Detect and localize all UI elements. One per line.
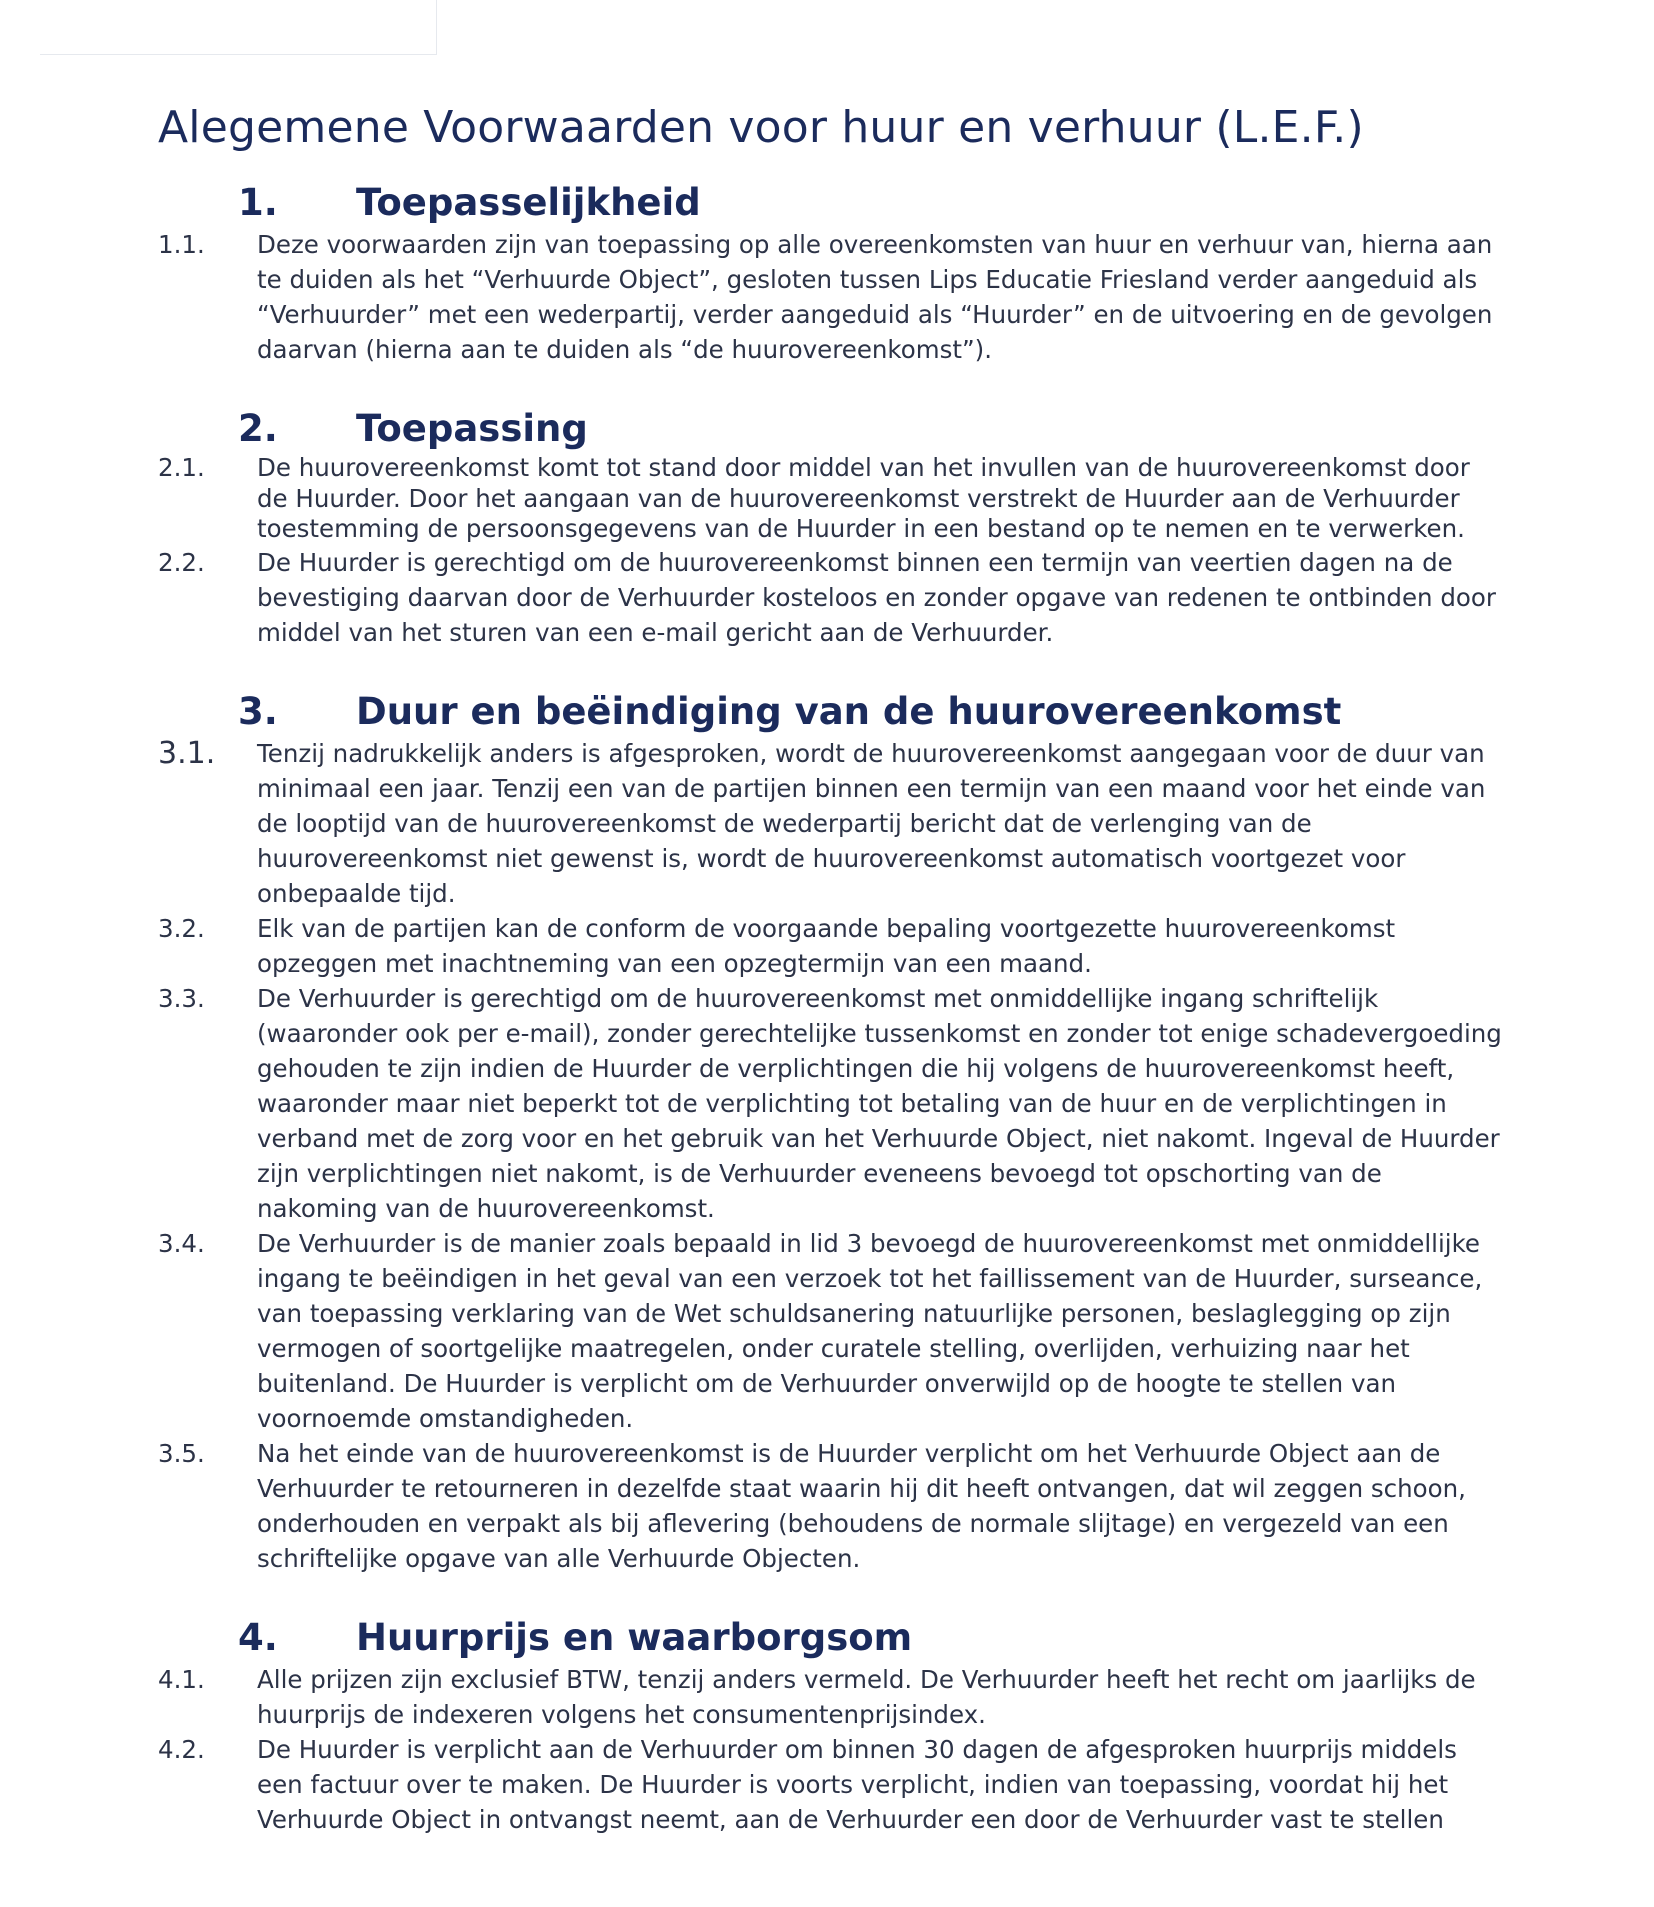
clause: [158, 981, 1504, 1226]
clause-text: Elk van de partijen kan de conform de voorgaande bepaling voortgezette huurovereenkomst opzeggen met inachtneming van een opzegtermijn van een maand.: [257, 913, 1396, 978]
section-title: Toepassing: [356, 407, 588, 451]
clause: [158, 453, 1504, 545]
section-number: 4.: [238, 1615, 278, 1659]
clause-number: 1.1.: [158, 230, 205, 260]
clause-number: 3.4.: [158, 1228, 205, 1258]
section-title: Toepasselijkheid: [356, 181, 701, 224]
clause-text: De huurovereenkomst komt tot stand door middel van het invullen van de huurovereenkomst door de Huurder. Door het aangaan van de huurovereenkomst verstrekt de Huurder aan de Verhuurder toestemming de persoonsgegevens van de Huurder in een bestand op te nemen en te verwerken.: [257, 453, 1470, 544]
section-duur-en-beeindiging: [158, 688, 1504, 1576]
clause-number: 2.1.: [158, 453, 205, 483]
section-heading: [158, 688, 1504, 736]
clause: [158, 1732, 1504, 1837]
clause-text: De Huurder is gerechtigd om de huurovereenkomst binnen een termijn van veertien dagen na de bevestiging daarvan door de Verhuurder kosteloos en zonder opgave van redenen te ontbinden door middel van het sturen van een e-mail gericht aan de Verhuurder.: [257, 547, 1496, 647]
clause-text: Alle prijzen zijn exclusief BTW, tenzij anders vermeld. De Verhuurder heeft het recht om jaarlijks de huurprijs de indexeren volgens het consumentenprijsindex.: [257, 1664, 1476, 1729]
clause-number: 3.5.: [158, 1438, 205, 1468]
section-toepasselijkheid: [158, 179, 1504, 367]
clause-text: Na het einde van de huurovereenkomst is de Huurder verplicht om het Verhuurde Object aan de Verhuurder te retourneren in dezelfde staat waarin hij dit heeft ontvangen, dat wil zeggen schoon, onderhouden en verpakt als bij aflevering (behoudens de normale slijtage) en vergezeld van een schriftelijke opgave van alle Verhuurde Objecten.: [257, 1438, 1466, 1573]
clause-number: 2.2.: [158, 547, 205, 577]
document-title: Alegemene Voorwaarden voor huur en verhuur (L.E.F.): [158, 102, 1364, 153]
section-heading: [158, 1614, 1504, 1662]
clause-number: 4.1.: [158, 1664, 205, 1694]
clause-number: 4.2.: [158, 1734, 205, 1764]
header-corner-mark: [40, 0, 437, 55]
section-title: Huurprijs en waarborgsom: [356, 1615, 913, 1659]
clause: [158, 911, 1504, 981]
clause-text: De Verhuurder is gerechtigd om de huurovereenkomst met onmiddellijke ingang schriftelijk (waaronder ook per e-mail), zonder gerechtelijke tussenkomst en zonder tot enige schadevergoeding gehouden te zijn indien de Huurder de verplichtingen die hij volgens de huurovereenkomst heeft, waaronder maar niet beperkt tot de verplichting tot betaling van de huur en de verplichtingen in verband met de zorg voor en het gebruik van het Verhuurde Object, niet nakomt. Ingeval de Huurder zijn verplichtingen niet nakomt, is de Verhuurder eveneens bevoegd tot opschorting van de nakoming van de huurovereenkomst.: [257, 983, 1502, 1223]
clause-number: 3.3.: [158, 983, 205, 1013]
section-number: 2.: [238, 407, 278, 451]
clause-text: Tenzij nadrukkelijk anders is afgesproken, wordt de huurovereenkomst aangegaan voor de duur van minimaal een jaar. Tenzij een van de partijen binnen een termijn van een maand voor het einde van de looptijd van de huurovereenkomst de wederpartij bericht dat de verlenging van de huurovereenkomst niet gewenst is, wordt de huurovereenkomst automatisch voortgezet voor onbepaalde tijd.: [257, 738, 1486, 908]
clause-number: 3.1.: [158, 735, 216, 771]
clause-text: De Huurder is verplicht aan de Verhuurder om binnen 30 dagen de afgesproken huurprijs middels een factuur over te maken. De Huurder is voorts verplicht, indien van toepassing, voordat hij het Verhuurde Object in ontvangst neemt, aan de Verhuurder een door de Verhuurder vast te stellen: [257, 1734, 1457, 1834]
clause-number: 3.2.: [158, 913, 205, 943]
document-page: [158, 100, 1504, 1875]
clause: [158, 1662, 1504, 1732]
clause-text: Deze voorwaarden zijn van toepassing op alle overeenkomsten van huur en verhuur van, hierna aan te duiden als het “Verhuurde Object”, gesloten tussen Lips Educatie Friesland verder aangeduid als “Verhuurder” met een wederpartij, verder aangeduid als “Huurder” en de uitvoering en de gevolgen daarvan (hierna aan te duiden als “de huurovereenkomst”).: [257, 230, 1493, 365]
section-number: 3.: [238, 689, 278, 733]
section-toepassing: [158, 405, 1504, 650]
clause: [158, 1436, 1504, 1576]
clause: [158, 227, 1504, 367]
clause: [158, 736, 1504, 911]
section-number: 1.: [238, 181, 278, 224]
section-heading: [158, 179, 1504, 227]
clause: [158, 545, 1504, 650]
clause-text: De Verhuurder is de manier zoals bepaald in lid 3 bevoegd de huurovereenkomst met onmiddellijke ingang te beëindigen in het geval van een verzoek tot het faillissement van de Huurder, surseance, van toepassing verklaring van de Wet schuldsanering natuurlijke personen, beslaglegging op zijn vermogen of soortgelijke maatregelen, onder curatele stelling, overlijden, verhuizing naar het buitenland. De Huurder is verplicht om de Verhuurder onverwijld op de hoogte te stellen van voornoemde omstandigheden.: [257, 1228, 1483, 1433]
section-huurprijs-en-waarborgsom: [158, 1614, 1504, 1837]
section-heading: [158, 405, 1504, 453]
clause: [158, 1226, 1504, 1436]
section-title: Duur en beëindiging van de huurovereenkomst: [356, 689, 1342, 733]
